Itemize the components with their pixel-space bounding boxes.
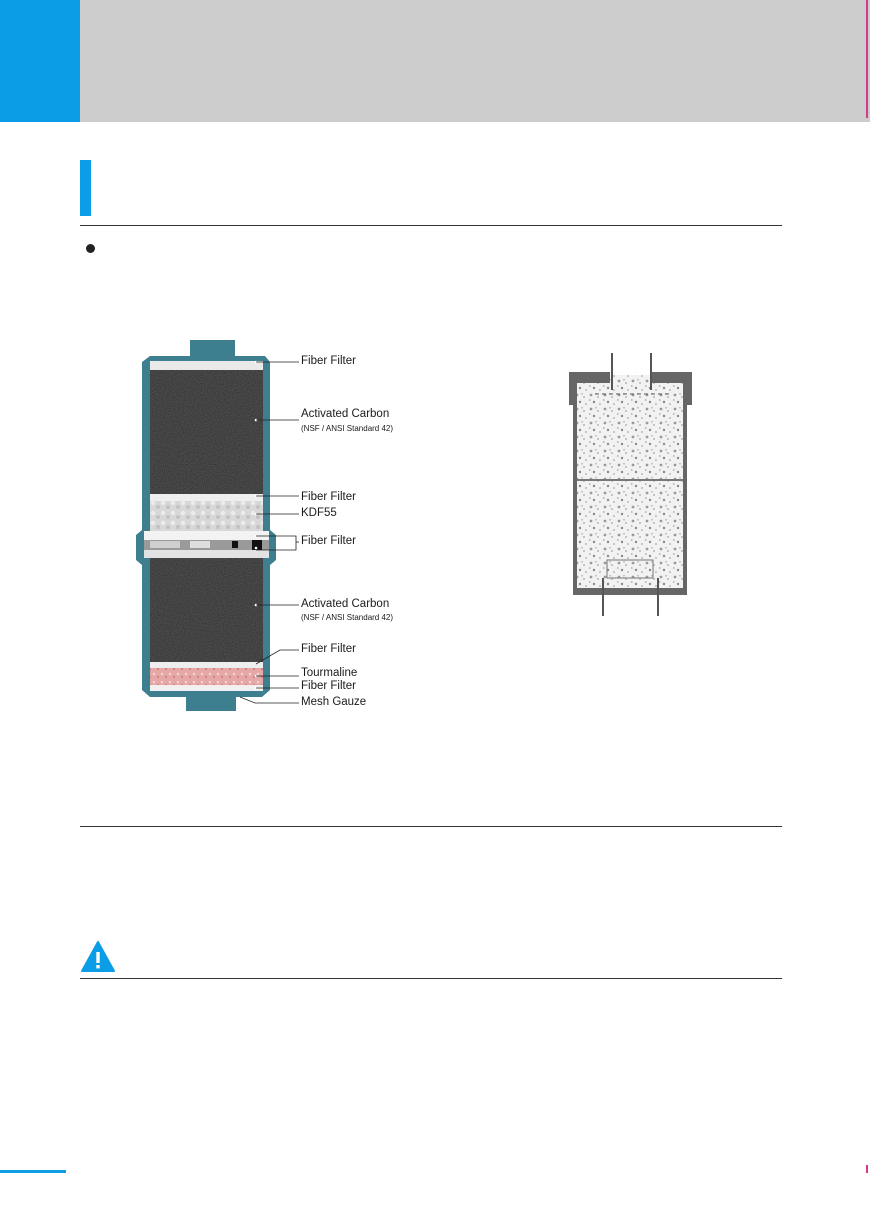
label-kdf55: KDF55 <box>301 507 337 519</box>
section-rule-middle <box>80 826 782 827</box>
label-fiber-filter-mid: Fiber Filter <box>301 491 356 503</box>
label-fiber-filter-bottom: Fiber Filter <box>301 680 356 692</box>
layer-fiber-mid <box>150 494 263 501</box>
layer-fiber-lower <box>150 662 263 668</box>
schematic-cartridge <box>569 353 692 616</box>
layer-tourmaline <box>150 668 263 685</box>
layer-fiber-bottom <box>150 685 263 691</box>
layer-fiber-center-a <box>144 531 269 540</box>
label-fiber-filter-center: Fiber Filter <box>301 535 356 547</box>
footer-accent-bar <box>0 1170 66 1173</box>
label-activated-carbon-bottom: Activated Carbon <box>301 598 390 610</box>
label-standard-top: (NSF / ANSI Standard 42) <box>301 424 394 433</box>
warning-icon <box>80 940 116 973</box>
top-nozzle <box>190 340 235 356</box>
label-standard-bottom: (NSF / ANSI Standard 42) <box>301 613 394 622</box>
layer-kdf <box>150 501 263 531</box>
label-tourmaline: Tourmaline <box>301 667 358 679</box>
bottom-nozzle <box>186 697 236 711</box>
schematic-fill <box>576 375 683 588</box>
label-activated-carbon-top: Activated Carbon <box>301 408 390 420</box>
layer-fiber-top <box>150 361 263 370</box>
label-mesh-gauze: Mesh Gauze <box>301 696 367 708</box>
section-rule-caution <box>80 978 782 979</box>
cartridge-cutaway <box>136 340 299 711</box>
label-fiber-filter-top: Fiber Filter <box>301 355 356 367</box>
label-fiber-filter-lower: Fiber Filter <box>301 643 356 655</box>
page-edge-mark-bottom <box>866 1165 868 1173</box>
